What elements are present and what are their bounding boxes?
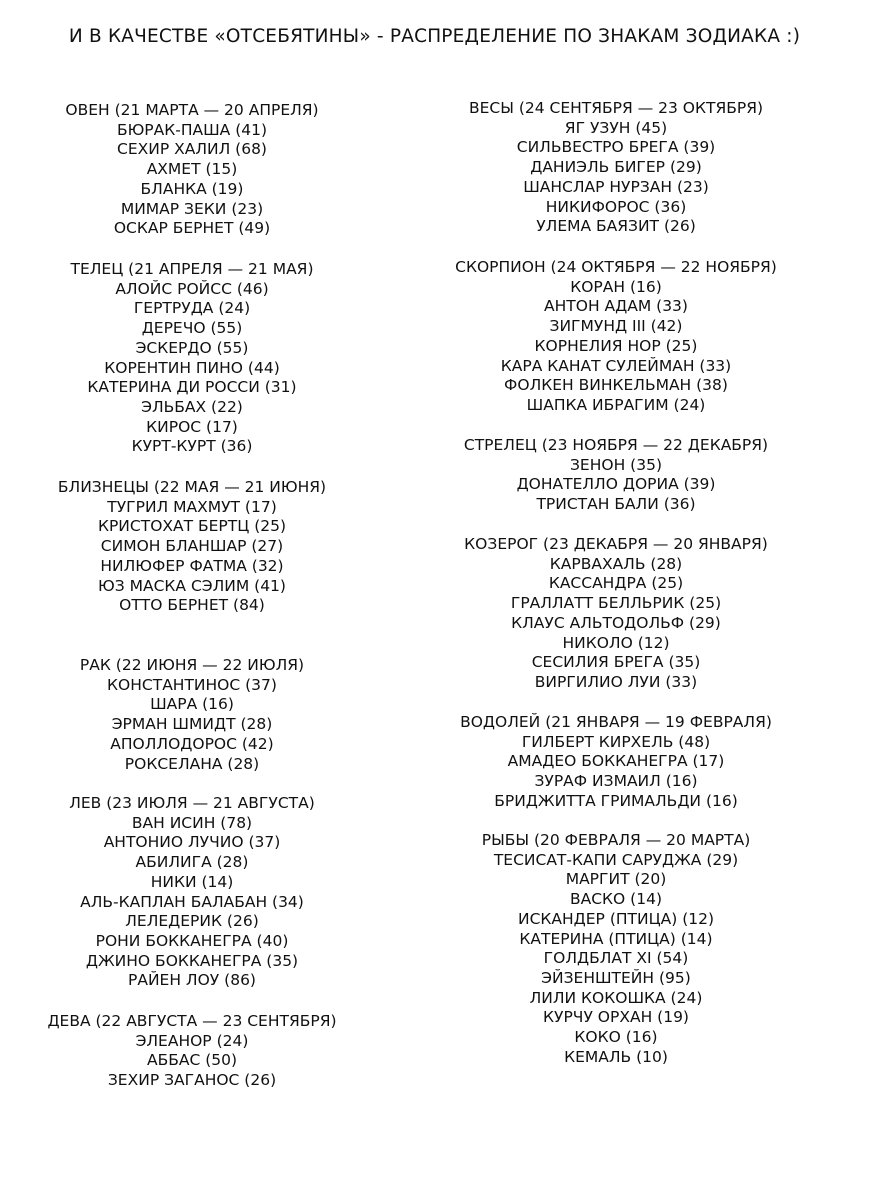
character-entry: УЛЕМА БАЯЗИТ (26)	[536, 217, 696, 236]
character-entry: КУРТ-КУРТ (36)	[131, 437, 253, 456]
character-entry: АБИЛИГА (28)	[135, 853, 249, 872]
character-entry: КАТЕРИНА ДИ РОССИ (31)	[87, 378, 297, 397]
character-entry: СЕСИЛИЯ БРЕГА (35)	[531, 653, 701, 672]
character-entry: СИЛЬВЕСТРО БРЕГА (39)	[516, 138, 716, 157]
character-entry: ВАН ИСИН (78)	[131, 813, 253, 832]
character-entry: ЗУРАФ ИЗМАИЛ (16)	[534, 772, 698, 791]
character-entry: ЭЛЬБАХ (22)	[141, 397, 243, 416]
character-entry: БЮРАК-ПАША (41)	[116, 120, 268, 139]
character-entry: АПОЛЛОДОРОС (42)	[110, 734, 274, 753]
character-entry: КУРЧУ ОРХАН (19)	[543, 1008, 689, 1027]
zodiac-header: ДЕВА (22 АВГУСТА — 23 СЕНТЯБРЯ)	[47, 1012, 337, 1030]
character-entry: ШАПКА ИБРАГИМ (24)	[526, 395, 706, 414]
zodiac-block	[424, 436, 808, 515]
character-entry: КАРВАХАЛЬ (28)	[549, 554, 683, 573]
character-entry: ДОНАТЕЛЛО ДОРИА (39)	[516, 475, 716, 494]
zodiac-block	[424, 99, 808, 237]
character-entry: ШАНСЛАР НУРЗАН (23)	[523, 177, 709, 196]
character-entry: ЛИЛИ КОКОШКА (24)	[529, 988, 703, 1007]
character-entry: ЗЕХИР ЗАГАНОС (26)	[107, 1071, 277, 1090]
character-entry: АББАС (50)	[146, 1051, 238, 1070]
character-entry: СИМОН БЛАНШАР (27)	[100, 537, 284, 556]
character-entry: ЛЕЛЕДЕРИК (26)	[125, 912, 259, 931]
character-entry: КРИСТОХАТ БЕРТЦ (25)	[97, 517, 287, 536]
character-entry: МАРГИТ (20)	[565, 870, 667, 889]
zodiac-block	[0, 1012, 384, 1091]
character-entry: КОРАН (16)	[570, 277, 662, 296]
zodiac-block	[0, 794, 384, 991]
character-entry: БЛАНКА (19)	[140, 179, 244, 198]
character-entry: НИЛЮФЕР ФАТМА (32)	[100, 556, 284, 575]
character-entry: ГРАЛЛАТТ БЕЛЛЬРИК (25)	[510, 594, 722, 613]
character-entry: НИКОЛО (12)	[562, 633, 670, 652]
zodiac-header: БЛИЗНЕЦЫ (22 МАЯ — 21 ИЮНЯ)	[57, 478, 327, 496]
zodiac-header: СТРЕЛЕЦ (23 НОЯБРЯ — 22 ДЕКАБРЯ)	[463, 436, 769, 454]
character-entry: ЭЙЗЕНШТЕЙН (95)	[541, 968, 691, 987]
character-entry: КОРЕНТИН ПИНО (44)	[104, 358, 280, 377]
character-entry: КАРА КАНАТ СУЛЕЙМАН (33)	[500, 356, 732, 375]
zodiac-block	[424, 713, 808, 812]
character-entry: АНТОН АДАМ (33)	[544, 297, 688, 316]
character-entry: ТУГРИЛ МАХМУТ (17)	[107, 497, 277, 516]
character-entry: НИКИ (14)	[150, 872, 234, 891]
zodiac-block	[0, 260, 384, 457]
character-entry: ГЕРТРУДА (24)	[133, 299, 251, 318]
character-entry: ГОЛДБЛАТ XI (54)	[543, 949, 689, 968]
character-entry: КОРНЕЛИЯ НОР (25)	[534, 336, 698, 355]
character-entry: АМАДЕО БОККАНЕГРА (17)	[507, 752, 725, 771]
zodiac-header: ТЕЛЕЦ (21 АПРЕЛЯ — 21 МАЯ)	[70, 260, 314, 278]
character-entry: ВИРГИЛИО ЛУИ (33)	[534, 672, 698, 691]
character-entry: ЗИГМУНД III (42)	[549, 317, 683, 336]
character-entry: ТЕСИСАТ-КАПИ САРУДЖА (29)	[493, 850, 739, 869]
character-entry: ДЖИНО БОККАНЕГРА (35)	[85, 951, 299, 970]
character-entry: МИМАР ЗЕКИ (23)	[120, 199, 264, 218]
zodiac-header: СКОРПИОН (24 ОКТЯБРЯ — 22 НОЯБРЯ)	[455, 258, 777, 276]
character-entry: ОТТО БЕРНЕТ (84)	[119, 596, 265, 615]
character-entry: ЭСКЕРДО (55)	[135, 338, 249, 357]
character-entry: ЭРМАН ШМИДТ (28)	[111, 715, 273, 734]
page-title: И В КАЧЕСТВЕ «ОТСЕБЯТИНЫ» - РАСПРЕДЕЛЕНИЕ ПО ЗНАКАМ ЗОДИАКА :)	[68, 26, 801, 47]
character-entry: ИСКАНДЕР (ПТИЦА) (12)	[517, 909, 715, 928]
zodiac-header: ВОДОЛЕЙ (21 ЯНВАРЯ — 19 ФЕВРАЛЯ)	[460, 713, 772, 731]
zodiac-header: РЫБЫ (20 ФЕВРАЛЯ — 20 МАРТА)	[481, 831, 751, 849]
character-entry: ДЕРЕЧО (55)	[141, 319, 243, 338]
zodiac-header: ЛЕВ (23 ИЮЛЯ — 21 АВГУСТА)	[69, 794, 315, 812]
character-entry: ОСКАР БЕРНЕТ (49)	[113, 219, 271, 238]
zodiac-header: ВЕСЫ (24 СЕНТЯБРЯ — 23 ОКТЯБРЯ)	[468, 99, 764, 117]
character-entry: КОКО (16)	[574, 1028, 658, 1047]
character-entry: ФОЛКЕН ВИНКЕЛЬМАН (38)	[504, 376, 728, 395]
character-entry: АЛОЙС РОЙСС (46)	[115, 279, 269, 298]
character-entry: КИРОС (17)	[146, 417, 238, 436]
zodiac-block	[0, 101, 384, 239]
zodiac-block	[424, 258, 808, 416]
character-entry: ЮЗ МАСКА СЭЛИМ (41)	[98, 576, 286, 595]
character-entry: АЛЬ-КАПЛАН БАЛАБАН (34)	[80, 892, 304, 911]
character-entry: КАТЕРИНА (ПТИЦА) (14)	[519, 929, 713, 948]
character-entry: ТРИСТАН БАЛИ (36)	[536, 495, 696, 514]
character-entry: ДАНИЭЛЬ БИГЕР (29)	[530, 158, 702, 177]
zodiac-block	[0, 656, 384, 774]
zodiac-block	[424, 831, 808, 1067]
character-entry: НИКИФОРОС (36)	[545, 197, 687, 216]
character-entry: АХМЕТ (15)	[146, 160, 238, 179]
character-entry: ЭЛЕАНОР (24)	[135, 1031, 249, 1050]
character-entry: КОНСТАНТИНОС (37)	[107, 675, 277, 694]
zodiac-block	[0, 478, 384, 616]
character-entry: ШАРА (16)	[150, 695, 234, 714]
character-entry: ВАСКО (14)	[569, 890, 662, 909]
character-entry: ЯГ УЗУН (45)	[564, 118, 668, 137]
character-entry: КАССАНДРА (25)	[548, 574, 684, 593]
character-entry: ГИЛБЕРТ КИРХЕЛЬ (48)	[521, 732, 711, 751]
character-entry: РОНИ БОККАНЕГРА (40)	[95, 931, 289, 950]
character-entry: КЛАУС АЛЬТОДОЛЬФ (29)	[511, 613, 721, 632]
zodiac-block	[424, 535, 808, 693]
character-entry: ЗЕНОН (35)	[570, 455, 662, 474]
zodiac-header: ОВЕН (21 МАРТА — 20 АПРЕЛЯ)	[65, 101, 319, 119]
character-entry: РОКСЕЛАНА (28)	[124, 754, 260, 773]
character-entry: РАЙЕН ЛОУ (86)	[128, 971, 256, 990]
character-entry: АНТОНИО ЛУЧИО (37)	[103, 833, 281, 852]
zodiac-header: КОЗЕРОГ (23 ДЕКАБРЯ — 20 ЯНВАРЯ)	[464, 535, 768, 553]
character-entry: СЕХИР ХАЛИЛ (68)	[117, 140, 267, 159]
character-entry: КЕМАЛЬ (10)	[564, 1047, 668, 1066]
zodiac-header: РАК (22 ИЮНЯ — 22 ИЮЛЯ)	[79, 656, 305, 674]
character-entry: БРИДЖИТТА ГРИМАЛЬДИ (16)	[494, 791, 738, 810]
